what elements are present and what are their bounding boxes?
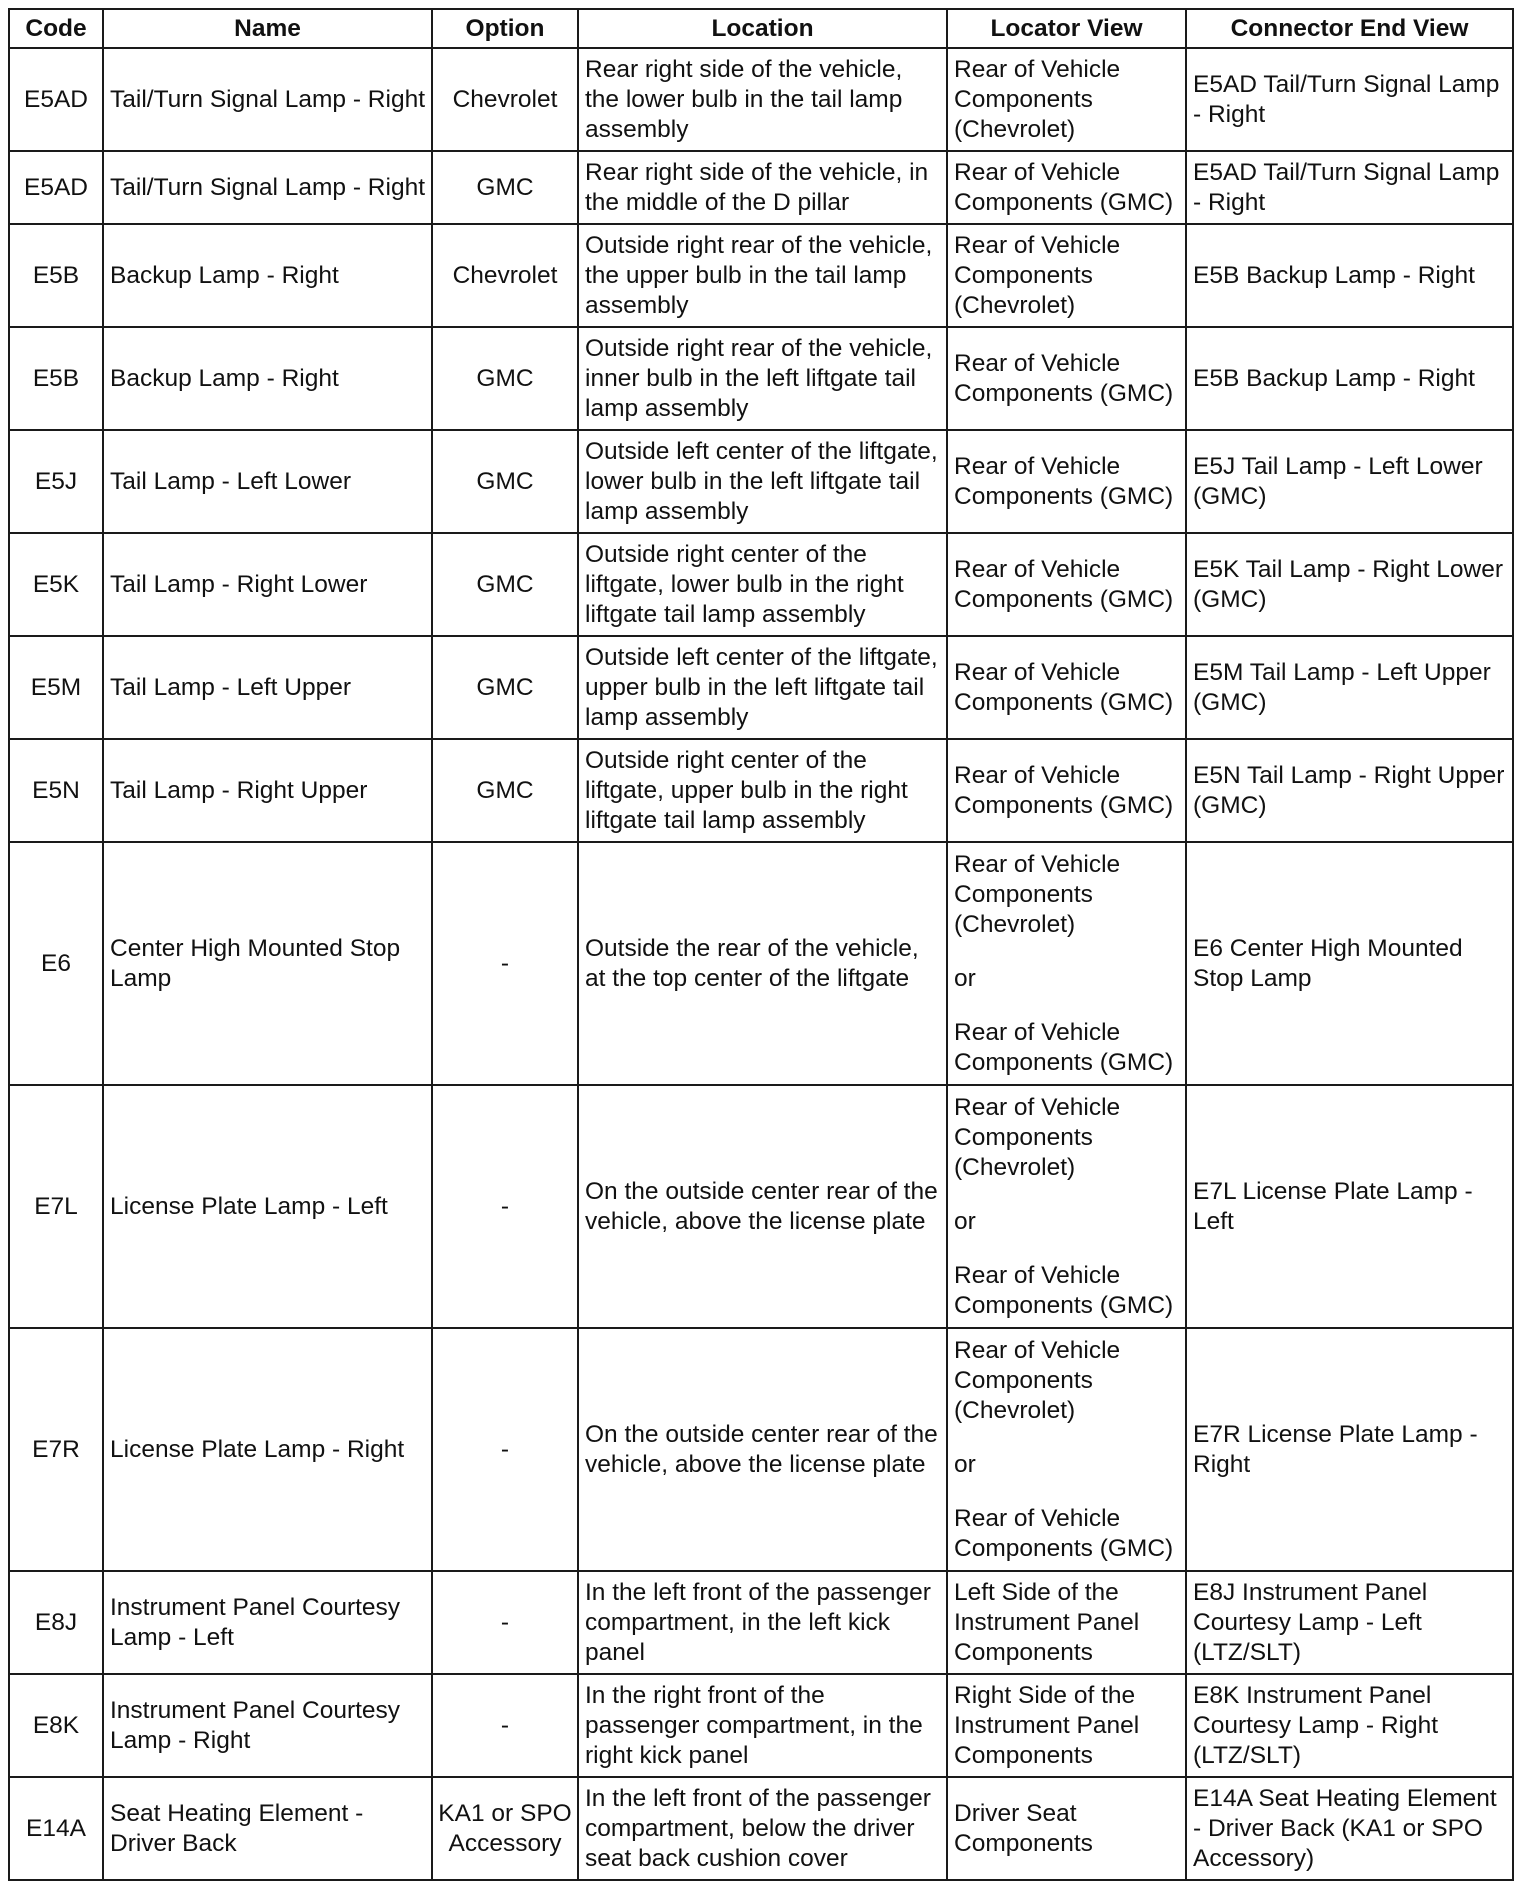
connector-end-view-cell: E5K Tail Lamp - Right Lower (GMC) [1186,533,1513,636]
code-cell: E5K [9,533,103,636]
code-cell: E5B [9,224,103,327]
locator-view-chevrolet: Rear of Vehicle Components (Chevrolet) [954,1336,1121,1424]
code-cell: E5AD [9,48,103,151]
option-cell: GMC [432,739,578,842]
connector-end-view-cell: E7L License Plate Lamp - Left [1186,1085,1513,1328]
locator-view-chevrolet: Rear of Vehicle Components (Chevrolet) [954,850,1121,938]
locator-view-cell [947,1328,1186,1571]
locator-view-cell: Rear of Vehicle Components (GMC) [947,636,1186,739]
name-cell: License Plate Lamp - Left [103,1085,432,1328]
table-row [9,1674,1513,1777]
name-cell: Tail/Turn Signal Lamp - Right [103,48,432,151]
table-row [9,327,1513,430]
connector-end-view-cell: E7R License Plate Lamp - Right [1186,1328,1513,1571]
option-cell: GMC [432,636,578,739]
location-cell: On the outside center rear of the vehicle, above the license plate [578,1328,947,1571]
location-cell: Outside left center of the liftgate, lower bulb in the left liftgate tail lamp assembly [578,430,947,533]
header-code: Code [9,9,103,48]
table-row [9,1085,1513,1328]
location-cell: Outside the rear of the vehicle, at the top center of the liftgate [578,842,947,1085]
locator-view-or: or [954,1450,976,1478]
option-cell: Chevrolet [432,48,578,151]
code-cell: E8K [9,1674,103,1777]
locator-view-cell: Rear of Vehicle Components (GMC) [947,739,1186,842]
location-cell: In the left front of the passenger compartment, in the left kick panel [578,1571,947,1674]
table-row [9,430,1513,533]
connector-end-view-cell: E5N Tail Lamp - Right Upper (GMC) [1186,739,1513,842]
option-cell: GMC [432,430,578,533]
option-cell: - [432,1085,578,1328]
locator-view-cell: Rear of Vehicle Components (Chevrolet) [947,224,1186,327]
table-row [9,533,1513,636]
location-cell: Outside left center of the liftgate, upper bulb in the left liftgate tail lamp assembly [578,636,947,739]
name-cell: Center High Mounted Stop Lamp [103,842,432,1085]
name-cell: Seat Heating Element - Driver Back [103,1777,432,1880]
option-cell: GMC [432,533,578,636]
header-connector-end-view: Connector End View [1186,9,1513,48]
option-cell: - [432,1328,578,1571]
locator-view-gmc: Rear of Vehicle Components (GMC) [954,1018,1174,1076]
header-name: Name [103,9,432,48]
connector-end-view-cell: E14A Seat Heating Element - Driver Back (KA1 or SPO Accessory) [1186,1777,1513,1880]
locator-view-cell [947,842,1186,1085]
header-locator-view: Locator View [947,9,1186,48]
table-row [9,1328,1513,1571]
table-row [9,1777,1513,1880]
code-cell: E14A [9,1777,103,1880]
table-row [9,48,1513,151]
component-locator-table [8,8,1514,1881]
connector-end-view-cell: E6 Center High Mounted Stop Lamp [1186,842,1513,1085]
option-cell: - [432,1674,578,1777]
code-cell: E7L [9,1085,103,1328]
name-cell: Instrument Panel Courtesy Lamp - Left [103,1571,432,1674]
locator-view-or: or [954,964,976,992]
table-row [9,224,1513,327]
header-location: Location [578,9,947,48]
code-cell: E6 [9,842,103,1085]
locator-view-or: or [954,1207,976,1235]
table-row [9,842,1513,1085]
option-cell: GMC [432,327,578,430]
option-cell: KA1 or SPO Accessory [432,1777,578,1880]
table-row [9,739,1513,842]
code-cell: E5N [9,739,103,842]
code-cell: E5M [9,636,103,739]
name-cell: Tail/Turn Signal Lamp - Right [103,151,432,224]
location-cell: Outside right center of the liftgate, lower bulb in the right liftgate tail lamp assembly [578,533,947,636]
table-row [9,636,1513,739]
location-cell: In the right front of the passenger compartment, in the right kick panel [578,1674,947,1777]
code-cell: E7R [9,1328,103,1571]
code-cell: E5AD [9,151,103,224]
locator-view-cell [947,1085,1186,1328]
connector-end-view-cell: E8J Instrument Panel Courtesy Lamp - Left (LTZ/SLT) [1186,1571,1513,1674]
locator-view-cell: Rear of Vehicle Components (GMC) [947,430,1186,533]
location-cell: Outside right center of the liftgate, upper bulb in the right liftgate tail lamp assembly [578,739,947,842]
code-cell: E5B [9,327,103,430]
locator-view-cell: Rear of Vehicle Components (GMC) [947,533,1186,636]
option-cell: - [432,842,578,1085]
code-cell: E8J [9,1571,103,1674]
header-option: Option [432,9,578,48]
connector-end-view-cell: E8K Instrument Panel Courtesy Lamp - Right (LTZ/SLT) [1186,1674,1513,1777]
locator-view-cell: Right Side of the Instrument Panel Components [947,1674,1186,1777]
location-cell: In the left front of the passenger compartment, below the driver seat back cushion cover [578,1777,947,1880]
name-cell: Instrument Panel Courtesy Lamp - Right [103,1674,432,1777]
location-cell: Outside right rear of the vehicle, inner bulb in the left liftgate tail lamp assembly [578,327,947,430]
name-cell: Tail Lamp - Left Lower [103,430,432,533]
name-cell: Tail Lamp - Left Upper [103,636,432,739]
option-cell: GMC [432,151,578,224]
connector-end-view-cell: E5AD Tail/Turn Signal Lamp - Right [1186,151,1513,224]
name-cell: Backup Lamp - Right [103,224,432,327]
table-header [9,9,1513,48]
locator-view-cell: Driver Seat Components [947,1777,1186,1880]
code-cell: E5J [9,430,103,533]
location-cell: Rear right side of the vehicle, the lower bulb in the tail lamp assembly [578,48,947,151]
table-row [9,1571,1513,1674]
table-row [9,151,1513,224]
locator-view-gmc: Rear of Vehicle Components (GMC) [954,1504,1174,1562]
header-row [9,9,1513,48]
connector-end-view-cell: E5J Tail Lamp - Left Lower (GMC) [1186,430,1513,533]
location-cell: Rear right side of the vehicle, in the middle of the D pillar [578,151,947,224]
locator-view-cell: Rear of Vehicle Components (Chevrolet) [947,48,1186,151]
locator-view-cell: Rear of Vehicle Components (GMC) [947,327,1186,430]
name-cell: Backup Lamp - Right [103,327,432,430]
locator-view-gmc: Rear of Vehicle Components (GMC) [954,1261,1174,1319]
location-cell: On the outside center rear of the vehicle, above the license plate [578,1085,947,1328]
option-cell: Chevrolet [432,224,578,327]
name-cell: License Plate Lamp - Right [103,1328,432,1571]
location-cell: Outside right rear of the vehicle, the upper bulb in the tail lamp assembly [578,224,947,327]
locator-view-chevrolet: Rear of Vehicle Components (Chevrolet) [954,1093,1121,1181]
table-body [9,48,1513,1880]
connector-end-view-cell: E5B Backup Lamp - Right [1186,224,1513,327]
locator-view-cell: Left Side of the Instrument Panel Components [947,1571,1186,1674]
connector-end-view-cell: E5AD Tail/Turn Signal Lamp - Right [1186,48,1513,151]
connector-end-view-cell: E5B Backup Lamp - Right [1186,327,1513,430]
name-cell: Tail Lamp - Right Lower [103,533,432,636]
locator-view-cell: Rear of Vehicle Components (GMC) [947,151,1186,224]
option-cell: - [432,1571,578,1674]
name-cell: Tail Lamp - Right Upper [103,739,432,842]
connector-end-view-cell: E5M Tail Lamp - Left Upper (GMC) [1186,636,1513,739]
